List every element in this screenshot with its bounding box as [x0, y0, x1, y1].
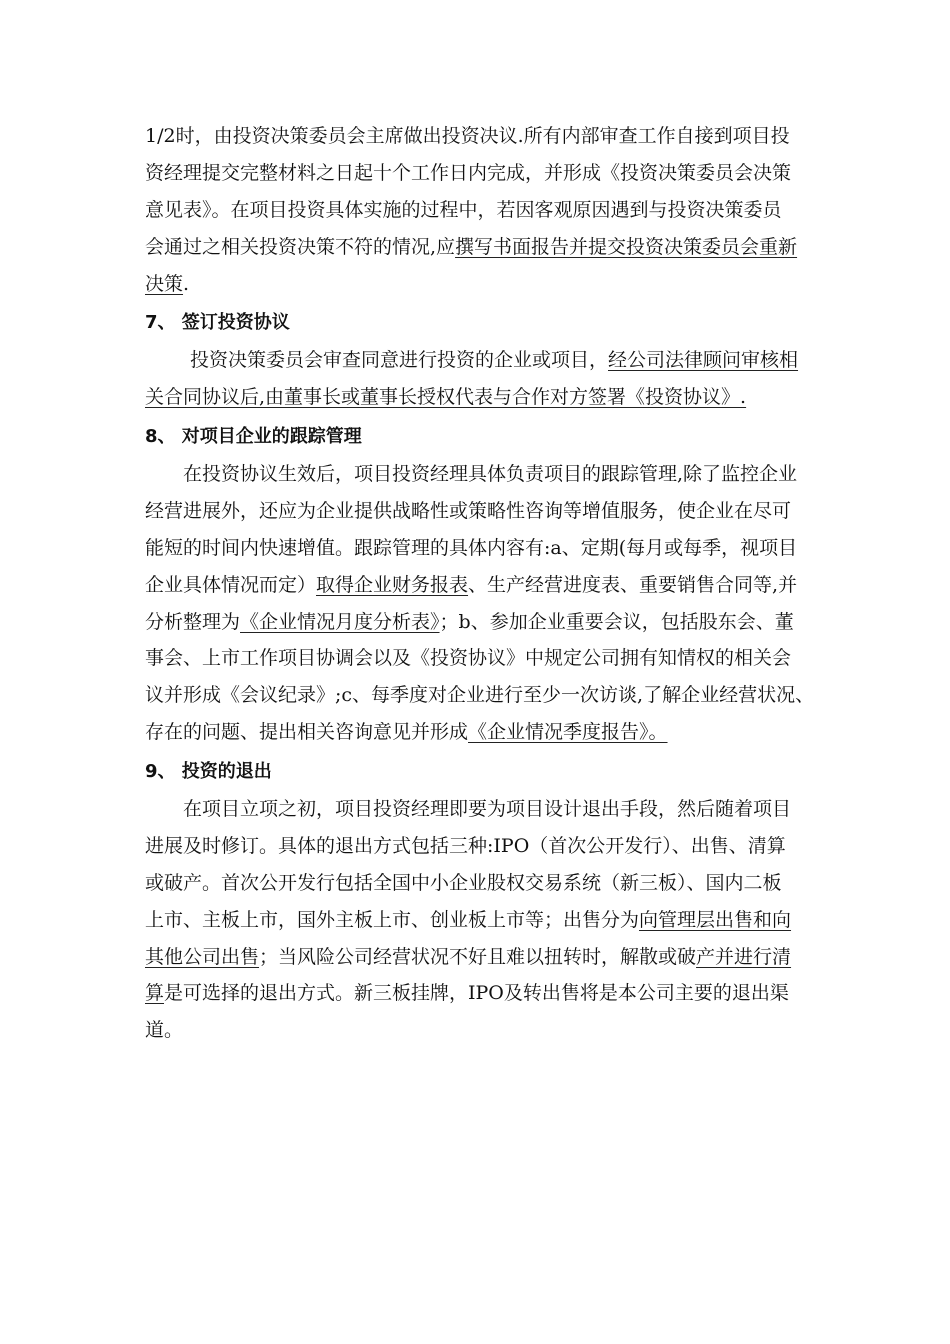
section-heading: 9、 投资的退出 — [145, 761, 272, 783]
paragraph-line — [145, 266, 815, 303]
paragraph-line — [145, 791, 815, 828]
text-run: 分析整理为 — [145, 610, 241, 633]
text-run: 资经理提交完整材料之日起十个工作日内完成，并形成《投资决策委员会决策 — [145, 161, 792, 184]
text-run: ；b、参加企业重要会议，包括股东会、董 — [439, 610, 794, 633]
document-body — [145, 118, 815, 1049]
text-run: 是可选择的退出方式。新三板挂牌，IPO及转出售将是本公司主要的退出渠 — [164, 982, 789, 1005]
underlined-text: 算 — [145, 982, 165, 1005]
underlined-text: 取得企业财务报表 — [316, 573, 469, 596]
text-run: 在投资协议生效后，项目投资经理具体负责项目的跟踪管理,除了监控企业 — [183, 463, 798, 486]
paragraph-line — [145, 493, 815, 530]
text-run: 议并形成《会议纪录》;c、每季度对企业进行至少一次访谈,了解企业经营状况、 — [145, 684, 815, 707]
underlined-text: 向管理层出售和向 — [639, 908, 792, 931]
text-run: 会通过之相关投资决策不符的情况,应 — [145, 235, 456, 258]
paragraph-line — [145, 640, 815, 677]
paragraph-line — [145, 939, 815, 976]
paragraph-line — [145, 118, 815, 155]
text-run: . — [183, 272, 190, 295]
underlined-text: 《企业情况季度报告》。 — [468, 721, 668, 744]
underlined-text: 经公司法律顾问审核相 — [608, 349, 799, 372]
paragraph-line — [145, 192, 815, 229]
text-run: ；当风险公司经营状况不好且难以扭转时，解散或破 — [259, 945, 697, 968]
paragraph-line — [145, 865, 815, 902]
underlined-text: 决策 — [145, 272, 184, 295]
paragraph-line — [145, 229, 815, 266]
text-run: 经营进展外，还应为企业提供战略性或策略性咨询等增值服务，使企业在尽可 — [145, 499, 792, 522]
paragraph-line — [145, 342, 815, 379]
paragraph-line — [145, 714, 815, 751]
text-run: 投资决策委员会审查同意进行投资的企业或项目， — [190, 349, 609, 372]
text-run: 1/2时，由投资决策委员会主席做出投资决议.所有内部审查工作自接到项目投 — [145, 125, 790, 147]
text-run: 存在的问题、提出相关咨询意见并形成 — [145, 721, 469, 744]
paragraph-line — [145, 677, 815, 714]
section-heading: 8、 对项目企业的跟踪管理 — [145, 426, 362, 448]
text-run: 事会、上市工作项目协调会以及《投资协议》中规定公司拥有知情权的相关会 — [145, 647, 792, 670]
paragraph-line — [145, 975, 815, 1012]
text-run: 上市、主板上市，国外主板上市、创业板上市等；出售分为 — [145, 908, 640, 931]
text-run: 意见表》。在项目投资具体实施的过程中，若因客观原因遇到与投资决策委员 — [145, 198, 782, 221]
paragraph-line — [145, 155, 815, 192]
paragraph-line — [145, 567, 815, 604]
paragraph-line — [145, 379, 815, 416]
underlined-text: 关合同协议后,由董事长或董事长授权代表与合作对方签署《投资协议》. — [145, 386, 747, 409]
underlined-text: 《企业情况月度分析表》 — [240, 610, 440, 633]
paragraph-line — [145, 456, 815, 493]
text-run: 、生产经营进度表、重要销售合同等,并 — [468, 573, 798, 596]
underlined-text: 撰写书面报告并提交投资决策委员会重新 — [455, 235, 798, 258]
underlined-text: 其他公司出售 — [145, 945, 260, 968]
paragraph-line — [145, 828, 815, 865]
text-run: 能短的时间内快速增值。跟踪管理的具体内容有:a、定期(每月或每季，视项目 — [145, 536, 798, 559]
text-run: 进展及时修订。具体的退出方式包括三种:IPO（首次公开发行）、出售、清算 — [145, 834, 786, 857]
paragraph-line — [145, 1012, 815, 1049]
paragraph-line — [145, 902, 815, 939]
text-run: 或破产。首次公开发行包括全国中小企业股权交易系统（新三板）、国内二板 — [145, 871, 782, 894]
text-run: 企业具体情况而定） — [145, 573, 317, 596]
text-run: 道。 — [145, 1019, 184, 1042]
section-heading: 7、 签订投资协议 — [145, 312, 290, 334]
paragraph-line — [145, 604, 815, 641]
underlined-text: 产并进行清 — [696, 945, 792, 968]
paragraph-line — [145, 530, 815, 567]
text-run: 在项目立项之初，项目投资经理即要为项目设计退出手段，然后随着项目 — [183, 798, 792, 821]
